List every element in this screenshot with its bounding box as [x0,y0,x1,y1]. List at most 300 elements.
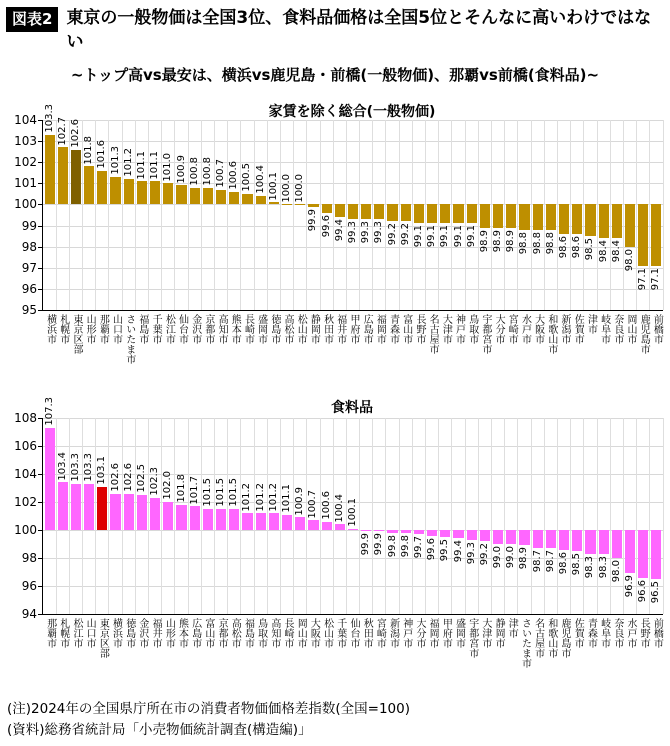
bar [599,204,609,238]
value-label-text: 101.5 [201,478,213,507]
value-label [399,535,412,557]
v-gridline [293,120,294,310]
category-label-text: 山口市 [84,618,96,648]
value-label [597,556,610,578]
v-gridline [623,120,624,310]
bar [137,495,147,530]
v-gridline [174,418,175,614]
value-label-text: 99.3 [465,541,477,565]
chart-general-prices [0,98,670,394]
category-label-text: 名古屋市 [532,618,544,658]
value-label-text: 99.3 [373,221,385,244]
value-label [83,136,96,165]
chart-food-prices-title: 食料品 [331,400,373,416]
value-label-text: 100.5 [241,163,253,192]
value-label [294,487,307,516]
v-gridline [95,418,96,614]
bar [546,204,556,229]
category-label [439,314,452,406]
bar [84,166,94,204]
value-label [122,463,135,492]
category-label-text: 静岡市 [493,618,505,648]
value-label-text: 99.1 [439,225,451,248]
category-label-text: 京都市 [216,618,228,648]
v-gridline [583,120,584,310]
category-label-text: 京都市 [202,314,214,344]
bar [427,204,437,223]
value-label [228,161,241,190]
category-label [346,314,359,406]
value-label-text: 99.1 [452,225,464,248]
v-gridline [465,418,466,614]
category-label-text: さいたま市 [123,314,135,364]
bar [440,530,450,537]
category-label [122,618,135,710]
value-label-text: 98.6 [571,236,583,259]
bar [546,530,556,548]
v-gridline [174,120,175,310]
category-label-text: 徳島市 [123,618,135,648]
category-label [83,314,96,406]
v-gridline [425,418,426,614]
value-label [333,494,346,523]
category-label [69,618,82,710]
v-gridline [385,120,386,310]
value-label [557,552,570,574]
value-label-text: 98.6 [558,236,570,259]
category-label-text: 広島市 [189,618,201,648]
value-label-text: 99.2 [386,223,398,246]
category-label-text: 札幌市 [57,314,69,344]
category-label-text: 甲府市 [347,314,359,344]
bar [256,513,266,530]
value-label [452,225,465,247]
value-label-text: 103.4 [56,451,68,481]
category-label [360,618,373,710]
value-label [597,240,610,262]
y-tick-mark [38,204,43,205]
v-gridline [227,120,228,310]
bar [203,188,213,205]
y-tick-mark [38,446,43,447]
bar [282,204,292,205]
category-label [333,314,346,406]
value-label-text: 99.1 [465,225,477,248]
v-gridline [82,418,83,614]
category-label [544,314,557,406]
v-gridline [570,418,571,614]
category-label [214,314,227,406]
category-label [56,314,69,406]
category-label-text: 静岡市 [308,314,320,344]
y-tick-mark [38,226,43,227]
value-label [571,553,584,575]
value-label [412,536,425,558]
value-label [188,476,201,505]
bar [97,487,107,530]
value-label [56,117,69,146]
category-label-text: 青森市 [585,618,597,648]
category-label-text: 津市 [585,314,597,334]
category-label-text: 大津市 [440,314,452,344]
category-label [386,618,399,710]
v-gridline [583,418,584,614]
v-gridline [385,418,386,614]
category-label [109,314,122,406]
category-label [254,618,267,710]
v-gridline [451,418,452,614]
value-label [531,550,544,572]
value-label [637,580,650,602]
value-label-text: 100.1 [346,497,358,527]
y-axis-label: 108 [14,411,37,425]
bar [308,520,318,530]
value-label [360,221,373,243]
value-label-text: 101.2 [254,482,266,512]
v-gridline [135,418,136,614]
category-label-text: 神戸市 [400,618,412,648]
page-title: 東京の一般物価は全国3位、食料品価格は全国5位とそんなに高いわけではない [66,8,652,52]
value-label [439,539,452,561]
category-label-text: 長崎市 [242,314,254,344]
category-label-text: 長野市 [413,314,425,344]
value-label [294,174,307,203]
value-label-text: 102.5 [135,464,147,493]
bar [58,147,68,204]
value-label [360,533,373,555]
value-label-text: 98.9 [478,229,490,252]
category-label [43,314,56,406]
bar [414,204,424,223]
bar [348,529,358,530]
category-label-text: 佐賀市 [572,314,584,344]
value-label [149,151,162,180]
bar [612,530,622,558]
bar [361,530,371,531]
category-label [135,314,148,406]
bar [559,204,569,234]
value-label-text: 102.7 [56,116,68,146]
category-label [518,314,531,406]
category-label-text: 秋田市 [321,314,333,344]
bar [58,482,68,530]
chart-general-prices-title: 家賃を除く総合(一般物価) [268,104,436,120]
category-label-text: 宮崎市 [506,314,518,344]
category-label [439,618,452,710]
bar [295,517,305,530]
bar [163,183,173,204]
category-label [149,314,162,406]
bar [440,204,450,223]
v-gridline [544,418,545,614]
value-label-text: 99.6 [320,214,332,238]
value-label [478,230,491,252]
bar [150,498,160,530]
category-label [637,618,650,710]
category-label [149,618,162,710]
category-label-text: 富山市 [400,314,412,344]
value-label-text: 99.3 [360,221,372,244]
category-label-text: 名古屋市 [427,314,439,354]
y-tick-mark [38,530,43,531]
bar [519,204,529,229]
value-label-text: 101.0 [162,152,174,182]
value-label-text: 98.5 [571,553,583,576]
bar [467,204,477,223]
category-label [478,314,491,406]
category-label [426,314,439,406]
bar [269,202,279,204]
value-label-text: 98.8 [544,231,556,255]
value-label-text: 101.5 [215,478,227,507]
category-label [360,314,373,406]
bar [124,179,134,204]
category-label-text: 鹿児島市 [559,618,571,658]
v-gridline [412,120,413,310]
category-label-text: 盛岡市 [255,314,267,344]
y-tick-mark [38,247,43,248]
category-label [267,618,280,710]
category-label [557,618,570,710]
value-label [307,209,320,231]
bar [176,505,186,530]
category-label [280,618,293,710]
v-gridline [254,120,255,310]
bar [124,494,134,530]
category-label [478,618,491,710]
value-label [478,543,491,565]
value-label [267,172,280,201]
category-label-text: 富山市 [202,618,214,648]
y-tick-mark [38,289,43,290]
value-label-text: 99.2 [399,223,411,246]
category-label-text: 新潟市 [387,618,399,648]
category-label-text: 神戸市 [453,314,465,344]
value-label [544,550,557,572]
category-label [452,618,465,710]
v-gridline [504,120,505,310]
y-tick-mark [38,558,43,559]
value-label-text: 100.6 [320,490,332,520]
value-label-text: 98.7 [544,550,556,573]
category-label-text: 福井市 [150,618,162,648]
bar [401,204,411,221]
value-label [267,483,280,512]
bar [269,513,279,530]
v-gridline [161,120,162,310]
v-gridline [557,120,558,310]
v-gridline [214,120,215,310]
category-label-text: 金沢市 [136,618,148,648]
value-label-text: 99.4 [333,219,345,242]
category-label [492,314,505,406]
y-axis-label: 104 [14,467,37,481]
y-axis-label: 101 [14,176,37,191]
category-label-text: 千葉市 [150,314,162,344]
v-gridline [610,418,611,614]
y-tick-mark [38,183,43,184]
value-label-text: 99.1 [426,225,438,248]
bar [612,204,622,238]
value-label [623,249,636,271]
category-label-text: 奈良市 [611,314,623,344]
value-label-text: 103.3 [69,453,81,482]
v-gridline [188,418,189,614]
v-gridline [359,120,360,310]
value-label [96,140,109,169]
value-label [333,219,346,241]
v-gridline [597,120,598,310]
category-label [637,314,650,406]
category-label [267,314,280,406]
category-label-text: 山形市 [163,618,175,648]
category-label [320,314,333,406]
category-label [531,618,544,710]
category-label [505,618,518,710]
figure-subtitle: ~トップ高vs最安は、横浜vs鹿児島・前橋(一般物価)、那覇vs前橋(食料品)~ [70,66,600,84]
value-label [650,581,663,603]
category-label-text: 山形市 [84,314,96,344]
bar [256,196,266,204]
v-gridline [531,418,532,614]
category-label [412,314,425,406]
value-label-text: 96.5 [650,581,662,604]
value-label [346,221,359,243]
figure-header [6,7,666,55]
chart-food-prices [0,394,670,700]
category-label [109,618,122,710]
v-gridline [412,418,413,614]
value-label [505,230,518,252]
value-label-text: 100.0 [294,173,306,203]
value-label [492,230,505,252]
bar [585,204,595,236]
v-gridline [531,120,532,310]
category-label [584,618,597,710]
y-tick-mark [38,614,43,615]
value-label [175,474,188,503]
value-label-text: 99.5 [439,539,451,562]
bar [572,530,582,551]
bar [387,204,397,221]
bar [242,194,252,205]
value-label-text: 98.8 [518,231,530,255]
category-label-text: 仙台市 [347,618,359,648]
category-label-text: 福岡市 [374,314,386,344]
category-label [650,618,663,710]
value-label-text: 98.0 [624,248,636,271]
category-label [452,314,465,406]
v-gridline [478,418,479,614]
category-label [43,618,56,710]
v-gridline [557,418,558,614]
category-label [597,314,610,406]
v-gridline [69,120,70,310]
category-label [399,314,412,406]
value-label-text: 98.9 [518,547,530,570]
value-label [241,163,254,192]
value-label-text: 101.6 [96,140,108,169]
value-label [610,240,623,262]
v-gridline [201,418,202,614]
value-label-text: 100.4 [333,493,345,523]
value-label-text: 100.7 [307,489,319,519]
y-axis-label: 98 [21,239,37,254]
value-label [109,463,122,492]
v-gridline [517,418,518,614]
bar [453,530,463,538]
value-label-text: 97.1 [650,267,662,290]
category-label [346,618,359,710]
value-label-text: 99.4 [452,540,464,563]
category-label [122,314,135,406]
bar [599,530,609,554]
category-label [175,618,188,710]
bar [335,204,345,217]
bar [427,530,437,536]
bar [651,530,661,579]
bar [322,204,332,212]
bar [387,530,397,533]
y-tick-mark [38,502,43,503]
value-label-text: 97.1 [637,267,649,290]
category-label-text: 松江市 [163,314,175,344]
category-label-text: 岡山市 [625,314,637,344]
value-label-text: 103.3 [83,453,95,482]
value-label-text: 98.3 [597,555,609,579]
value-label [122,148,135,177]
value-label-text: 101.7 [188,475,200,505]
bar [638,204,648,265]
y-axis-label: 97 [21,260,37,275]
category-label-text: 佐賀市 [572,618,584,648]
value-label [43,104,56,133]
category-label-text: 仙台市 [176,314,188,344]
y-axis-label: 96 [21,579,37,593]
category-label [386,314,399,406]
category-label-text: 横浜市 [44,314,56,344]
v-gridline [227,418,228,614]
category-label [241,618,254,710]
y-axis-label: 99 [21,218,37,233]
value-label-text: 99.3 [346,221,358,244]
v-gridline [372,418,373,614]
v-gridline [451,120,452,310]
bar [414,530,424,534]
category-label [426,618,439,710]
value-label-text: 100.7 [215,159,227,188]
bar [480,204,490,227]
category-label-text: 水戸市 [625,618,637,648]
category-label-text: 秋田市 [361,618,373,648]
value-label-text: 99.8 [399,534,411,558]
category-label-text: 広島市 [361,314,373,344]
value-label [386,223,399,245]
v-gridline [188,120,189,310]
category-label [162,314,175,406]
value-label [610,560,623,582]
bar [348,204,358,219]
category-label [610,618,623,710]
value-label [505,546,518,568]
value-label-text: 99.6 [426,537,438,560]
v-gridline [425,120,426,310]
category-label-text: 那覇市 [44,618,56,648]
bar [651,204,661,265]
category-label-text: 高松市 [282,314,294,344]
category-label [188,314,201,406]
v-gridline [214,418,215,614]
